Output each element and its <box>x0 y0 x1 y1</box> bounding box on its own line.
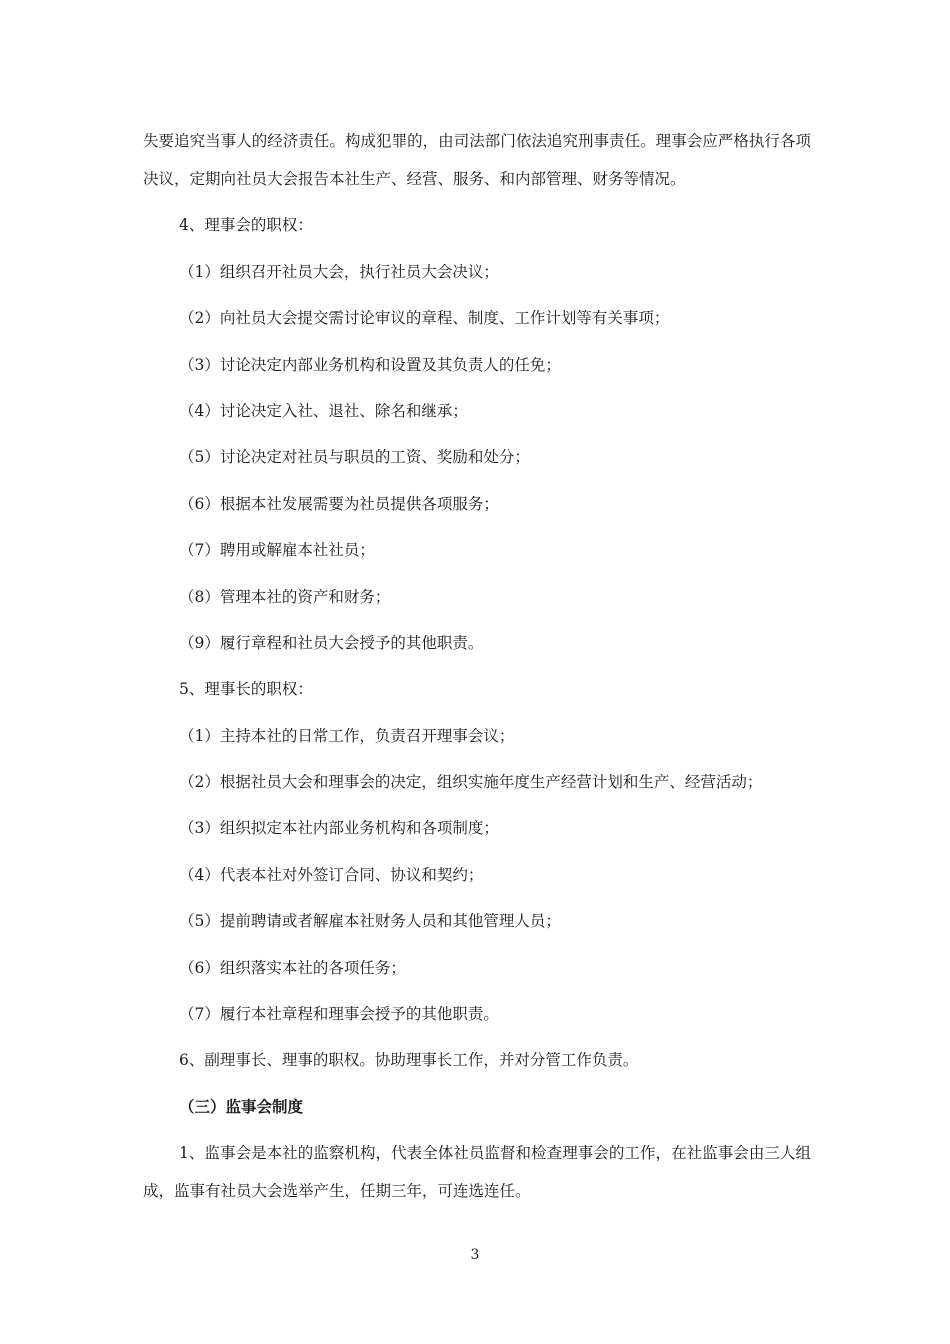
paragraph-continuation: 失要追究当事人的经济责任。构成犯罪的，由司法部门依法追究刑事责任。理事会应严格执行各项决议，定期向社员大会报告本社生产、经营、服务、和内部管理、财务等情况。 <box>143 132 811 188</box>
list-item: （4）代表本社对外签订合同、协议和契约； <box>179 865 484 884</box>
list-item: （3）讨论决定内部业务机构和设置及其负责人的任免； <box>179 355 561 374</box>
list-item: （7）履行本社章程和理事会授予的其他职责。 <box>179 1005 499 1024</box>
list-item: （6）根据本社发展需要为社员提供各项服务； <box>179 494 499 513</box>
page-number: 3 <box>470 1247 480 1263</box>
list-item: （1）组织召开社员大会，执行社员大会决议； <box>179 262 499 281</box>
list-item: （3）组织拟定本社内部业务机构和各项制度； <box>179 819 499 838</box>
document-body <box>143 122 811 1219</box>
list-item: （6）组织落实本社的各项任务； <box>179 958 406 977</box>
list-item: （1）主持本社的日常工作，负责召开理事会议； <box>179 726 515 745</box>
paragraph-vice-chairman-powers: 6、副理事长、理事的职权。协助理事长工作，并对分管工作负责。 <box>179 1051 639 1070</box>
list-item: （7）聘用或解雇本社社员； <box>179 541 375 560</box>
list-item: （2）向社员大会提交需讨论审议的章程、制度、工作计划等有关事项； <box>179 309 670 328</box>
list-item: （8）管理本社的资产和财务； <box>179 587 391 606</box>
list-item: （5）讨论决定对社员与职员的工资、奖励和处分； <box>179 448 530 467</box>
list-item: （5）提前聘请或者解雇本社财务人员和其他管理人员； <box>179 912 561 931</box>
list-item: （9）履行章程和社员大会授予的其他职责。 <box>179 633 484 652</box>
section-heading-supervisory-board: （三）监事会制度 <box>179 1096 304 1116</box>
paragraph-supervisory-board: 1、监事会是本社的监察机构，代表全体社员监督和检查理事会的工作，在社监事会由三人组成，监事有社员大会选举产生，任期三年，可连选连任。 <box>143 1144 811 1201</box>
list-item: （4）讨论决定入社、退社、除名和继承； <box>179 401 468 420</box>
section-heading-council-powers: 4、理事会的职权： <box>179 216 313 235</box>
section-heading-chairman-powers: 5、理事长的职权： <box>179 680 313 699</box>
list-item: （2）根据社员大会和理事会的决定，组织实施年度生产经营计划和生产、经营活动； <box>179 773 763 792</box>
